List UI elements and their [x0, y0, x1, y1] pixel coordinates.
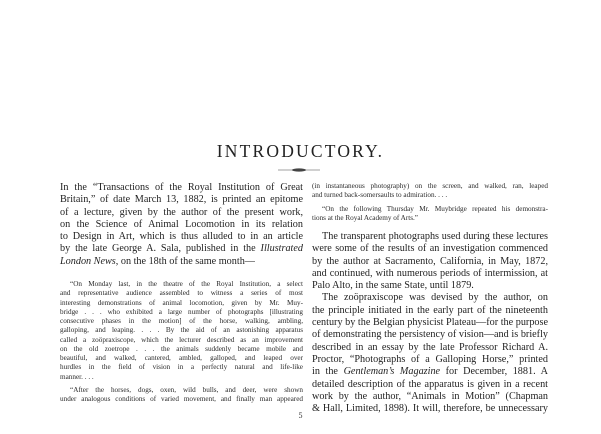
quote-line: “After the horses, dogs, oxen, wild bulls, and deer, were shown: [70, 385, 303, 394]
text-run: in the: [312, 366, 338, 378]
text-line: the principle initiated in the early part of the nineteenth: [312, 304, 548, 316]
italic-title: Illustrated: [260, 243, 303, 255]
text-line: [60, 243, 303, 255]
text-line: to Design in Art, which is thus alluded to in an article: [60, 231, 303, 243]
left-column: [60, 182, 303, 404]
text-line: [312, 366, 548, 378]
text-line: of demonstrating the persistency of vision—and is briefly: [312, 329, 548, 341]
text-line: work by the author, “Animals in Motion” (Chapman: [312, 390, 548, 402]
quote-line: and turned back-somersaults to admiration. . . .: [312, 191, 448, 200]
quote-line: under analogous conditions of varied movement, and finally man appeared: [60, 395, 303, 404]
text-line: described in an essay by the late Professor Richard A.: [312, 341, 548, 353]
text-line: and continued, with numerous periods of intermission, at: [312, 267, 548, 279]
quote-line: “On the following Thursday Mr. Muybridge repeated his demonstra-: [322, 204, 548, 213]
quote-line: galloping, and leaping. . . . By the aid of an astonishing apparatus: [60, 326, 303, 335]
text-line: The transparent photographs used during these lectures: [322, 231, 548, 242]
text-line: In the “Transactions of the Royal Institution of Great: [60, 182, 303, 193]
text-line: [60, 256, 303, 268]
italic-title: Gentleman’s Magazine: [343, 366, 441, 378]
quote-line: “On Monday last, in the theatre of the Royal Institution, a select: [70, 280, 303, 289]
quote-block: [312, 182, 548, 201]
text-line: were some of the results of an investigation commenced: [312, 243, 548, 255]
quote-line: beautiful, and walked, cantered, ambled, galloped, and leaped over: [60, 354, 303, 363]
text-line: The zoöpraxiscope was devised by the author, on: [322, 292, 548, 304]
intro-paragraph: [60, 182, 303, 268]
page-number: 5: [298, 411, 303, 420]
text-line: century by the Belgian physicist Plateau—for the purpose: [312, 317, 548, 329]
text-line: & Hall, Limited, 1898). It will, therefore, be unnecessary: [312, 403, 548, 415]
italic-title: London News: [60, 255, 116, 267]
text-line: by the author at Sacramento, California, in May, 1872,: [312, 255, 548, 267]
quote-line: (in instantaneous photography) on the screen, and walked, ran, leaped: [312, 182, 548, 190]
quote-line: bridge . . . who exhibited a large number of photographs [illustrating: [60, 307, 303, 316]
quote-line: tions at the Royal Academy of Arts.”: [312, 213, 418, 222]
text-line: Proctor, “Photographs of a Galloping Horse,” printed: [312, 353, 548, 365]
quote-line: hurdles in the field of vision in a perfectly natural and life-like: [60, 363, 303, 372]
text-run: , on the 18th of the same month—: [115, 255, 255, 267]
quote-line: manner. . . .: [60, 372, 94, 381]
text-line: Britain,” of date March 13, 1882, is printed an epitome: [60, 194, 303, 206]
quote-line: consecutive phases in the motion] of the horse, walking, ambling,: [60, 317, 303, 326]
body-paragraph: [312, 231, 548, 415]
quote-line: interesting demonstrations of animal locomotion, given by Mr. Muy-: [60, 298, 303, 307]
text-line: Palo Alto, in the same State, until 1879.: [312, 280, 474, 292]
text-run: for December, 1881. A: [440, 366, 549, 378]
quote-block: [60, 280, 303, 382]
quote-block: [60, 386, 303, 405]
text-line: of a lecture, given by the author of the present work,: [60, 206, 303, 218]
right-column: [312, 182, 548, 415]
quote-line: called a zoöpraxiscope, which the lecturer described as an improvement: [60, 335, 303, 344]
quote-line: and representative audience assembled to witness a series of most: [60, 289, 303, 298]
quote-line: on the old zoetrope . . . the animals suddenly became mobile and: [60, 344, 303, 353]
quote-block: [312, 205, 548, 224]
page-title: INTRODUCTORY.: [216, 141, 385, 161]
text-line: detailed description of the apparatus is given in a recent: [312, 378, 548, 390]
text-line: on the Science of Animal Locomotion in its relation: [60, 218, 303, 230]
text-run: by the late George A. Sala, published in the: [60, 243, 256, 255]
title-ornament: [276, 167, 322, 173]
